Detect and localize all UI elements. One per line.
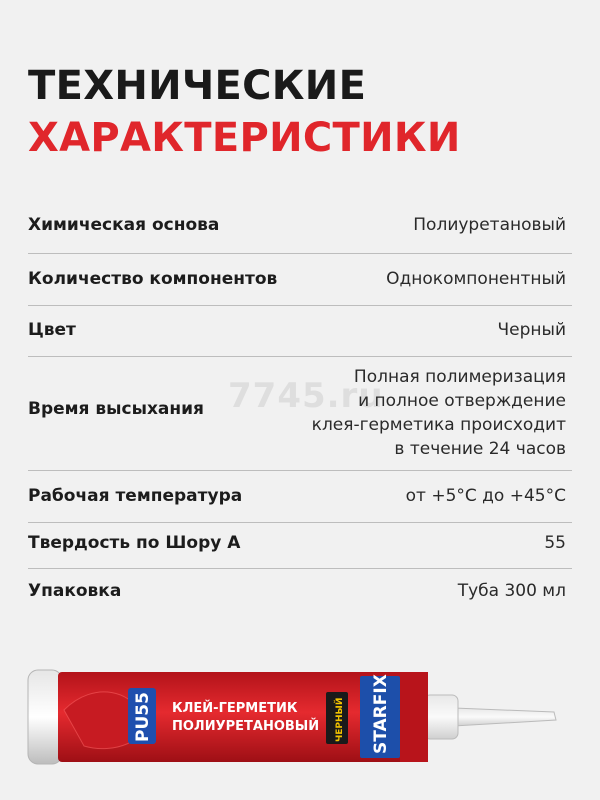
spec-value-package: Туба 300 мл [457, 581, 566, 601]
divider [28, 253, 572, 254]
spec-label-chemical-base: Химическая основа [28, 215, 220, 235]
spec-label-package: Упаковка [28, 581, 122, 601]
divider [28, 568, 572, 569]
spec-value-drying-line-3: клея-герметика происходит [311, 415, 566, 435]
spec-label-temperature: Рабочая температура [28, 486, 243, 506]
spec-value-temperature: от +5°С до +45°С [405, 486, 566, 506]
spec-value-drying-line-1: Полная полимеризация [353, 367, 566, 387]
spec-value-components: Однокомпонентный [386, 269, 566, 289]
title-line-2: ХАРАКТЕРИСТИКИ [28, 115, 461, 161]
divider [28, 522, 572, 523]
product-label-line-2: ПОЛИУРЕТАНОВЫЙ [172, 719, 320, 734]
tube-nozzle [454, 708, 556, 726]
spec-label-hardness: Твердость по Шору А [28, 533, 241, 553]
spec-label-color: Цвет [28, 320, 76, 340]
spec-label-components: Количество компонентов [28, 269, 278, 289]
spec-value-chemical-base: Полиуретановый [413, 215, 566, 235]
watermark: 7745.ru [228, 376, 384, 416]
brand-name: STARFIX [371, 674, 391, 754]
tube-nozzle-base [424, 695, 458, 739]
tube-cap [28, 670, 62, 764]
divider [28, 305, 572, 306]
title-line-1: ТЕХНИЧЕСКИЕ [28, 63, 367, 109]
spec-value-drying-line-2: и полное отверждение [358, 391, 566, 411]
spec-label-drying-time: Время высыхания [28, 399, 204, 419]
product-code: PU55 [133, 692, 153, 742]
product-tube-image [24, 650, 564, 780]
product-label-line-1: КЛЕЙ-ГЕРМЕТИК [172, 701, 298, 716]
spec-value-hardness: 55 [544, 533, 566, 553]
spec-value-drying-line-4: в течение 24 часов [394, 439, 566, 459]
divider [28, 356, 572, 357]
color-tag: ЧЕРНЫЙ [335, 697, 345, 742]
divider [28, 470, 572, 471]
spec-value-color: Черный [497, 320, 566, 340]
